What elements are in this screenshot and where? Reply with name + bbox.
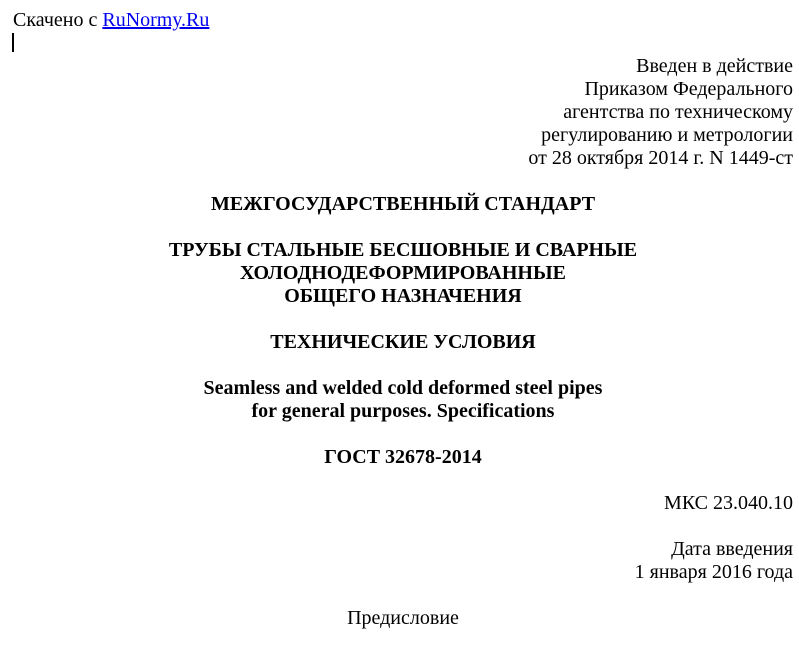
subtitle-ru: ТЕХНИЧЕСКИЕ УСЛОВИЯ bbox=[270, 331, 536, 353]
enactment-block bbox=[13, 55, 793, 170]
foreword-heading: Предисловие bbox=[347, 607, 459, 629]
title-ru-line: ТРУБЫ СТАЛЬНЫЕ БЕСШОВНЫЕ И СВАРНЫЕ bbox=[168, 239, 638, 261]
classification-code: МКС 23.040.10 bbox=[664, 492, 793, 514]
document-body bbox=[13, 9, 793, 630]
standard-designation: ГОСТ 32678-2014 bbox=[324, 446, 482, 468]
enactment-line: Приказом Федерального bbox=[584, 78, 793, 100]
enactment-line: регулированию и метрологии bbox=[541, 124, 793, 146]
enactment-line: агентства по техническому bbox=[563, 101, 793, 123]
title-ru bbox=[13, 239, 793, 308]
title-en-line: for general purposes. Specifications bbox=[251, 400, 555, 422]
title-en bbox=[13, 377, 793, 423]
enactment-order-line: от 28 октября 2014 г. N 1449-ст bbox=[528, 147, 793, 169]
title-en-line: Seamless and welded cold deformed steel pipes bbox=[203, 377, 603, 399]
source-note bbox=[13, 9, 793, 32]
title-ru-line: ХОЛОДНОДЕФОРМИРОВАННЫЕ bbox=[240, 262, 566, 284]
source-note-prefix: Скачено с bbox=[13, 9, 103, 31]
effective-date-label: Дата введения bbox=[671, 538, 793, 560]
standard-type-heading: МЕЖГОСУДАРСТВЕННЫЙ СТАНДАРТ bbox=[210, 193, 596, 215]
enactment-line: Введен в действие bbox=[636, 55, 793, 77]
effective-date-value: 1 января 2016 года bbox=[634, 561, 793, 583]
effective-date-block bbox=[13, 538, 793, 584]
runormy-link[interactable]: RuNormy.Ru bbox=[102, 9, 210, 31]
title-ru-line: ОБЩЕГО НАЗНАЧЕНИЯ bbox=[284, 285, 522, 307]
